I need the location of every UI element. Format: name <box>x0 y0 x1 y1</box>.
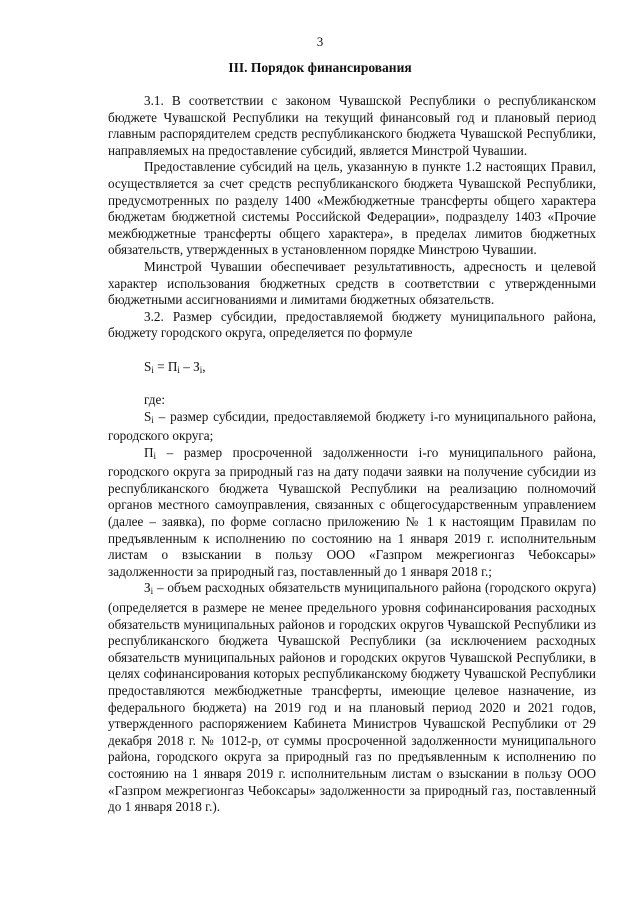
paragraph-3-2: 3.2. Размер субсидии, предоставляемой бюджету муниципального района, бюджету городского округа, определяется по формуле <box>108 308 596 341</box>
paragraph-effectiveness: Минстрой Чувашии обеспечивает результативность, адресность и целевой характер использования бюджетных средств в соответствии с утвержденными бюджетными ассигнованиями и лимитами бюджетных обязательств. <box>108 258 596 308</box>
definition-s: $S_i$ – размер субсидии, предоставляемой бюджету i-го муниципального района, городского округа; <box>108 408 596 444</box>
where-label: где: <box>144 391 165 407</box>
paragraph-funding-source: Предоставление субсидий на цель, указанную в пункте 1.2 настоящих Правил, осуществляется за счет средств республиканского бюджета Чувашской Республики, предусмотренных по разделу 1400 «Межбюджетные трансферты общего характера бюджетам бюджетной системы Российской Федерации», подразделу 1403 «Прочие межбюджетные трансферты общего характера», в пределах лимитов бюджетных обязательств, утвержденных в установленном порядке Минстрою Чувашии. <box>108 159 596 258</box>
definition-p: $П_i$ – размер просроченной задолженности i-го муниципального района, городского округа за природный газ на дату подачи заявки на получение субсидии из республиканского бюджета Чувашской Республики на реализацию полномочий органов местного самоуправления, связанных с общегосударственным управлением (далее – заявка), по форме согласно приложению № 1 к настоящим Правилам по предъявленным к исполнению по состоянию на 1 января 2019 г. исполнительным листам о взыскании в пользу ООО «Газпром межрегионгаз Чебоксары» задолженности за природный газ, поставленный до 1 января 2018 г.; <box>108 444 596 579</box>
page-number: 3 <box>316 34 324 49</box>
section-title: III. Порядок финансирования <box>228 60 412 75</box>
subsidy-formula: $S_i = П_i - З_i$, <box>144 358 206 375</box>
definition-z: $З_i$ – объем расходных обязательств муниципального района (городского округа) (определяется в размере не менее предельного уровня софинансирования расходных обязательств муниципальных районов и городских округов Чувашской Республики из республиканского бюджета Чувашской Республики (за исключением расходных обязательств муниципальных районов и городских округов Чувашской Республики, в целях софинансирования которых республиканскому бюджету Чувашской Республики предоставляются межбюджетные трансферты, имеющие целевое назначение, из федерального бюджета) на 2019 год и на плановый период 2020 и 2021 годов, утвержденного распоряжением Кабинета Министров Чувашской Республики от 29 декабря 2018 г. № 1012-р, от суммы просроченной задолженности муниципального района, городского округа за природный газ по предъявленным к исполнению по состоянию на 1 января 2019 г. исполнительным листам о взыскании в пользу ООО «Газпром межрегионгаз Чебоксары» задолженности за природный газ, поставленный до 1 января 2018 г.). <box>108 580 596 815</box>
document-body <box>108 93 596 816</box>
paragraph-3-1: 3.1. В соответствии с законом Чувашской Республики о республиканском бюджете Чувашской Республики на текущий финансовый год и плановый период главным распорядителем средств республиканского бюджета Чувашской Республики, направляемых на предоставление субсидий, является Минстрой Чувашии. <box>108 93 596 158</box>
